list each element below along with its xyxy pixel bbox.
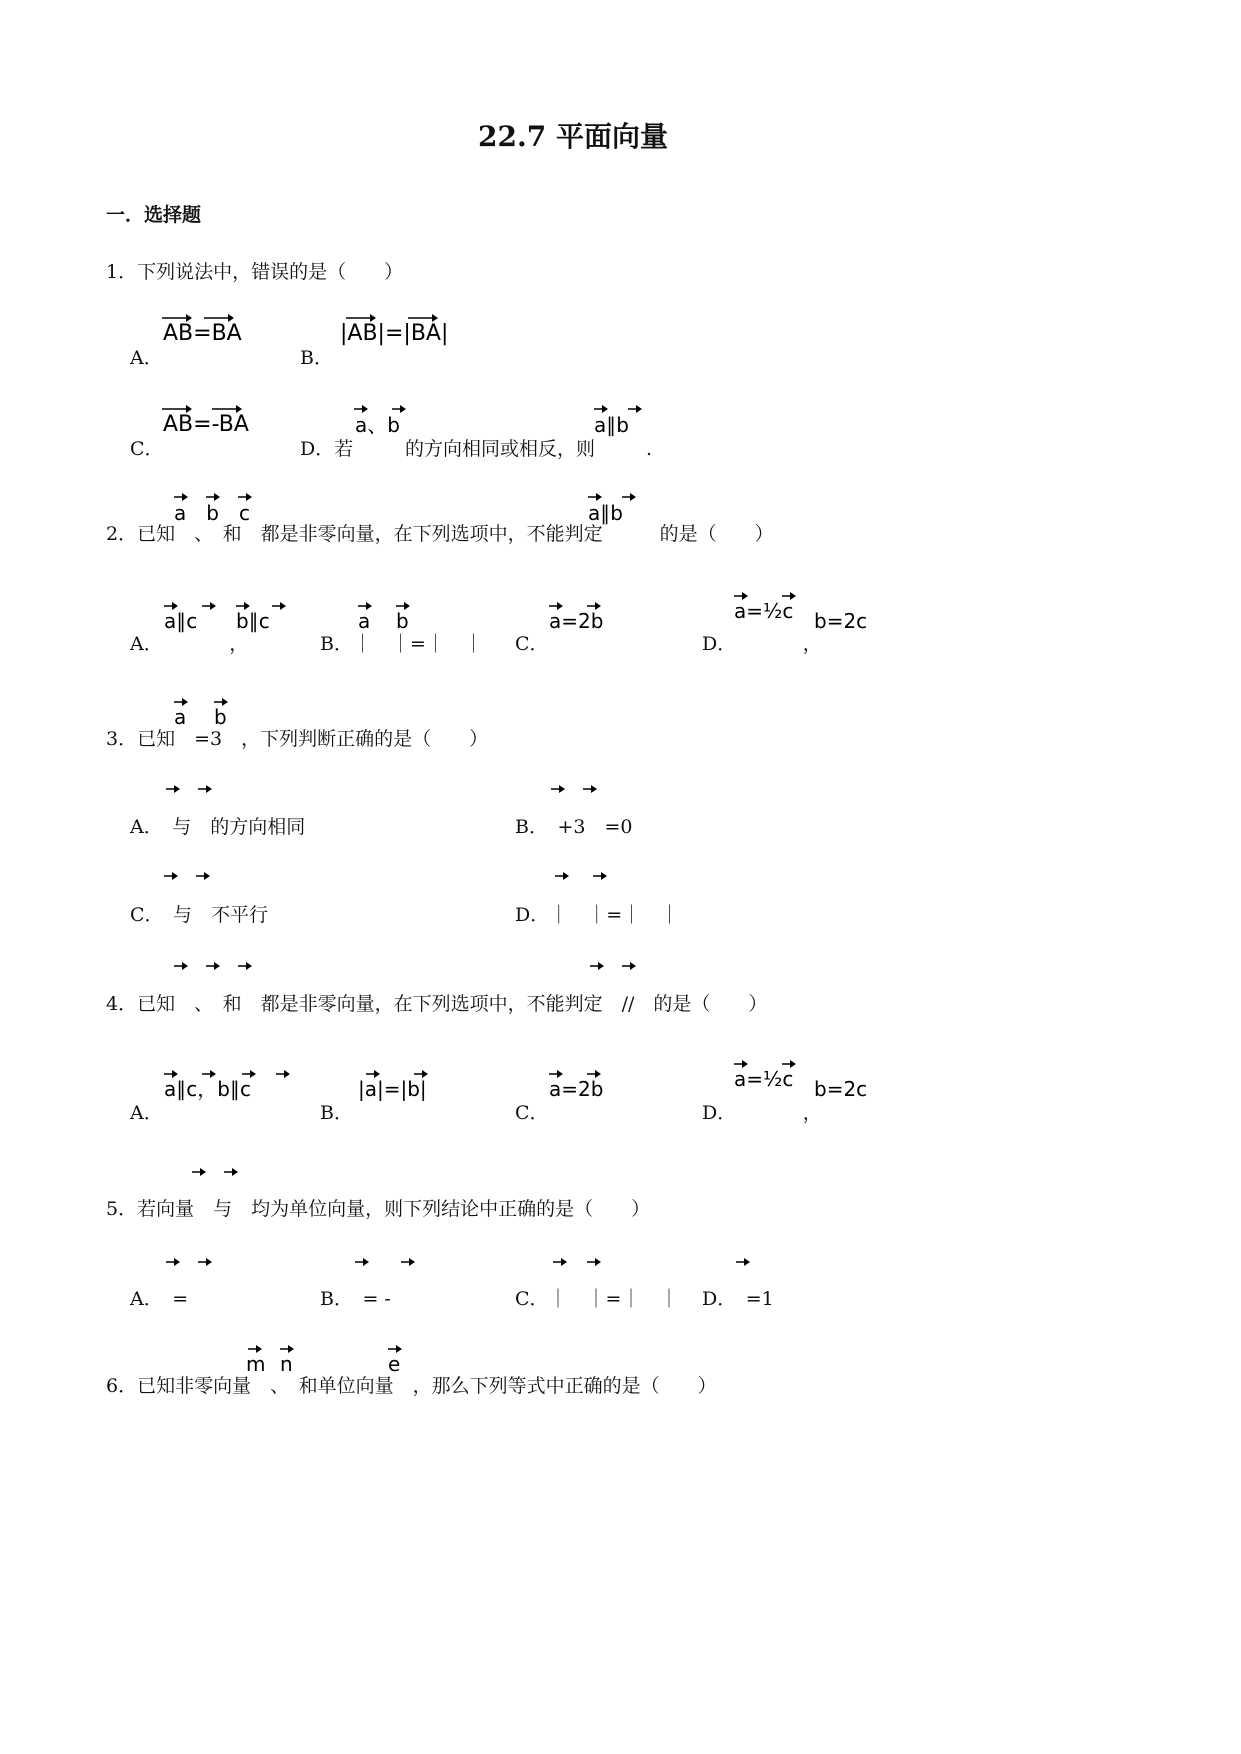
q2-option-a-label: A． ， (130, 633, 249, 655)
q4-stem-par-arrows (588, 960, 648, 972)
q4-option-c-expr: a=2b (549, 1077, 604, 1101)
q1-option-d-label: D．若 (300, 438, 354, 460)
q3-stem-vec-a: a (174, 705, 187, 729)
q3-option-d: D．｜ ｜=｜ ｜ (515, 904, 680, 926)
q1-option-d-end: . (646, 438, 653, 460)
q1-option-a-expr: AB=BA (163, 321, 242, 346)
q5-option-c-arrows (551, 1256, 611, 1268)
q4-option-b-label: B． (320, 1102, 353, 1124)
q5-stem-arrows (190, 1166, 250, 1178)
q2-option-a-expr1: a∥c (164, 609, 198, 633)
q3-option-c: C． 与 不平行 (130, 904, 269, 926)
q2-option-b-vec-a: a (358, 609, 371, 633)
q6-stem-vec-m: m (246, 1352, 266, 1376)
q2-option-d-expr2: b=2c (814, 609, 868, 633)
q3-option-c-arrows (162, 870, 222, 882)
q4-option-c-label: C． (515, 1102, 549, 1124)
q2-option-d-label: D． ， (702, 633, 822, 655)
q4-stem-arrows (172, 960, 272, 972)
q5-option-a-arrows (164, 1256, 224, 1268)
q1-option-d-expr2: a∥b (594, 413, 629, 437)
page-title: 22.7 平面向量 (478, 120, 668, 153)
q6-stem-vec-e: e (388, 1352, 401, 1376)
q2-option-a-expr2: b∥c (236, 609, 270, 633)
q1-option-c-label: C． (130, 438, 164, 460)
q2-stem-vectors: a b c (174, 501, 250, 525)
q2-stem-parallel: a∥b (588, 501, 623, 525)
q4-option-d-expr1: a=½c (734, 1067, 794, 1091)
q1-stem: 1．下列说法中，错误的是（ ） (106, 261, 404, 283)
q4-option-a-expr: a∥c，b∥c (164, 1077, 251, 1101)
q2-option-c-expr: a=2b (549, 609, 604, 633)
q1-option-b-label: B． (300, 347, 333, 369)
q6-stem-vec-n: n (280, 1352, 293, 1376)
q5-option-b-arrows (353, 1256, 423, 1268)
q3-option-b: B． +3 =0 (515, 816, 633, 838)
q4-option-b-expr: |a|=|b| (358, 1077, 427, 1101)
q4-option-d-expr2: b=2c (814, 1077, 868, 1101)
q1-option-d-expr1: a、b (355, 413, 400, 437)
q5-option-c: C．｜ ｜=｜ ｜ (515, 1288, 679, 1310)
q1-option-b-expr: |AB|=|BA| (340, 321, 449, 346)
q3-stem-vec-b: b (214, 705, 227, 729)
q5-option-d: D． =1 (702, 1288, 774, 1310)
q5-stem: 5．若向量 与 均为单位向量，则下列结论中正确的是（ ） (106, 1198, 651, 1220)
q6-stem: 6．已知非零向量 、 和单位向量 ，那么下列等式中正确的是（ ） (106, 1375, 717, 1397)
q2-option-c-label: C． (515, 633, 549, 655)
q3-option-d-arrows (553, 870, 623, 882)
q3-option-a: A． 与 的方向相同 (130, 816, 306, 838)
q2-option-b-vec-b: b (396, 609, 409, 633)
q2-option-d-expr1: a=½c (734, 599, 794, 623)
q1-option-a-label: A． (130, 347, 163, 369)
q1-option-c-expr: AB=-BA (163, 412, 249, 437)
q4-option-d-label: D． ， (702, 1102, 822, 1124)
q5-option-b: B． = - (320, 1288, 391, 1310)
section-heading: 一．选择题 (106, 204, 202, 226)
q4-stem: 4．已知 、 和 都是非零向量，在下列选项中，不能判定 // 的是（ ） (106, 993, 768, 1015)
q3-option-a-arrows (164, 783, 224, 795)
q2-stem: 2．已知 、 和 都是非零向量，在下列选项中，不能判定 的是（ ） (106, 523, 774, 545)
q5-option-d-arrows (734, 1256, 764, 1268)
q4-option-a-label: A． (130, 1102, 163, 1124)
q3-option-b-arrows (549, 783, 609, 795)
q3-stem: 3．已知 =3 ，下列判断正确的是（ ） (106, 728, 489, 750)
q2-option-b-label: B．｜ ｜=｜ ｜ (320, 633, 483, 655)
q1-option-d-mid: 的方向相同或相反，则 (405, 438, 596, 460)
q5-option-a: A． = (130, 1288, 189, 1310)
